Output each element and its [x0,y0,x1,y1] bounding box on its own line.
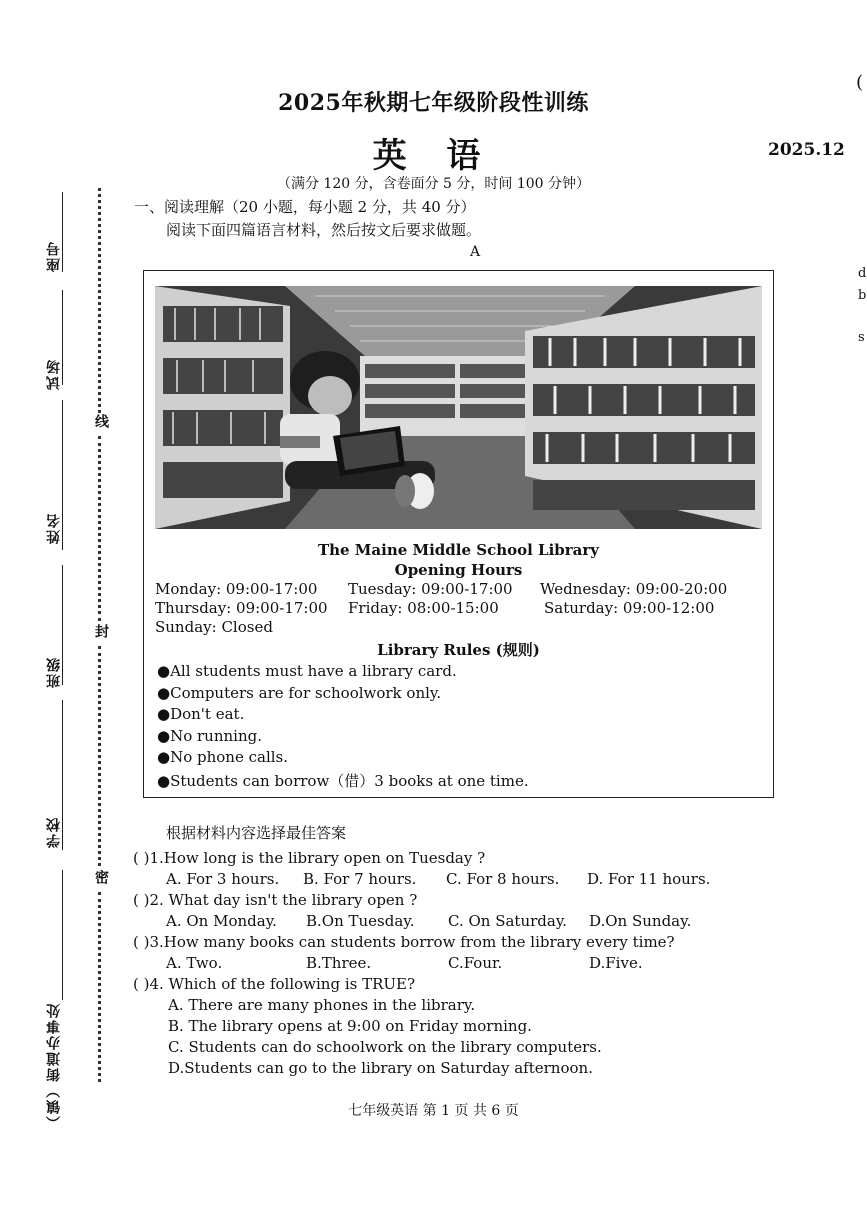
edge-letter-fragment: d [858,266,867,281]
school-label: 学校 [46,816,62,848]
hours-thursday: Thursday: 09:00-17:00 [155,599,328,617]
hours-tuesday: Tuesday: 09:00-17:00 [348,580,513,598]
answer-option: B.On Tuesday. [306,912,415,930]
seal-mark-secret: 密 [93,870,109,884]
exam-room-label: 试场 [46,358,62,390]
name-label: 姓名 [46,512,62,544]
rule-item: ●Don't eat. [157,705,245,723]
margin-line [62,870,63,1000]
questions-instruction: 根据材料内容选择最佳答案 [166,824,347,842]
rule-item: ●Students can borrow（借）3 books at one time. [157,772,529,790]
rule-item: ●No running. [157,727,262,745]
answer-option: C. On Saturday. [448,912,568,930]
question-stem: ( )1.How long is the library open on Tuesday ? [133,849,486,867]
answer-option: A. On Monday. [166,912,277,930]
exam-title: 2025年秋期七年级阶段性训练 [278,90,589,116]
edge-letter-fragment: b [858,288,867,303]
hours-heading: Opening Hours [394,561,523,579]
exam-meta: （满分 120 分，含卷面分 5 分，时间 100 分钟） [276,176,591,192]
answer-option: B. For 7 hours. [303,870,417,888]
hours-friday: Friday: 08:00-15:00 [348,599,499,617]
passage-label: A [470,244,481,260]
section-heading: 一、阅读理解（20 小题，每小题 2 分，共 40 分） [134,198,476,216]
edge-paren-fragment: ( [856,72,864,93]
answer-option: B. The library opens at 9:00 on Friday morning. [168,1017,532,1035]
library-photo [155,286,762,529]
question-stem: ( )3.How many books can students borrow from the library every time? [133,933,675,951]
library-illustration [155,286,762,529]
seat-number-label: 座号 [46,240,62,272]
answer-option: D. For 11 hours. [587,870,711,888]
answer-option: D.Five. [589,954,643,972]
hours-wednesday: Wednesday: 09:00-20:00 [540,580,728,598]
street-office-label: （镇）街道办事处 [46,1002,62,1130]
hours-sunday: Sunday: Closed [155,618,273,636]
edge-letter-fragment: s [858,330,865,345]
rule-item: ●Computers are for schoolwork only. [157,684,442,702]
answer-option: A. There are many phones in the library. [168,996,476,1014]
hours-saturday: Saturday: 09:00-12:00 [544,599,715,617]
answer-option: C. Students can do schoolwork on the library computers. [168,1038,602,1056]
seal-dotted-line [98,892,101,1082]
exam-date: 2025.12 [768,140,845,160]
seal-mark-seal: 封 [93,624,109,638]
rule-item: ●No phone calls. [157,748,289,766]
question-stem: ( )4. Which of the following is TRUE? [133,975,416,993]
seal-dotted-line [98,436,101,621]
answer-option: A. For 3 hours. [166,870,280,888]
library-name: The Maine Middle School Library [317,541,600,559]
answer-option: D.On Sunday. [589,912,692,930]
answer-option: C.Four. [448,954,503,972]
class-label: 班级 [46,656,62,688]
rules-heading: Library Rules (规则) [377,641,540,659]
answer-option: A. Two. [166,954,223,972]
seal-dotted-line [98,188,101,413]
answer-option: C. For 8 hours. [446,870,560,888]
seal-mark-line: 线 [93,414,109,428]
seal-dotted-line [98,646,101,866]
question-stem: ( )2. What day isn't the library open ? [133,891,418,909]
section-instruction: 阅读下面四篇语言材料，然后按文后要求做题。 [166,221,482,239]
rule-item: ●All students must have a library card. [157,662,457,680]
hours-monday: Monday: 09:00-17:00 [155,580,318,598]
answer-option: B.Three. [306,954,372,972]
answer-option: D.Students can go to the library on Saturday afternoon. [168,1059,593,1077]
subject-title: 英 语 [372,136,495,176]
page-footer: 七年级英语 第 1 页 共 6 页 [348,1103,519,1119]
